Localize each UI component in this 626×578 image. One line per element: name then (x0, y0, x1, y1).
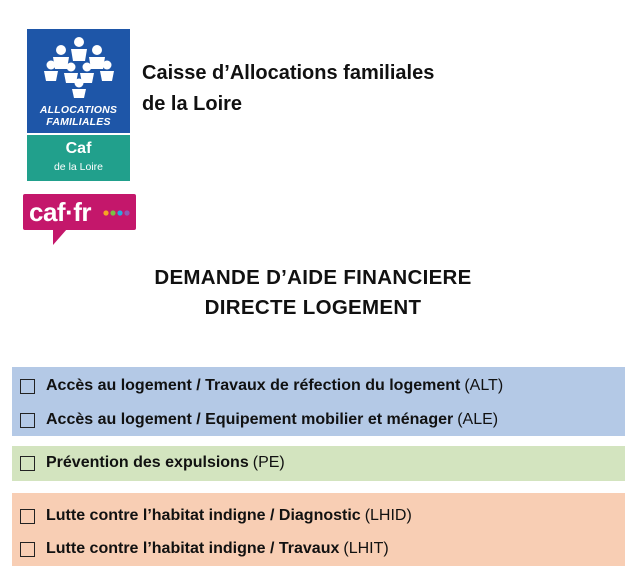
option-lhit[interactable] (20, 538, 389, 560)
option-lhid[interactable] (20, 505, 412, 527)
caf-logo-top (27, 29, 130, 133)
option-code: (ALE) (457, 411, 499, 428)
colored-dots-icon (103, 209, 133, 217)
form-title-line2: DIRECTE LOGEMENT (204, 296, 422, 319)
caffr-text: caf·fr (29, 197, 92, 227)
organization-name (142, 58, 434, 120)
form-title-line1: DEMANDE D’AIDE FINANCIERE (154, 266, 472, 289)
option-label: Lutte contre l’habitat indigne / Diagnostic (46, 507, 361, 524)
logo-familiales-text: FAMILIALES (46, 116, 111, 128)
option-code: (ALT) (464, 377, 504, 394)
logo-loire-text: de la Loire (53, 161, 104, 173)
caffr-bubble-tail (53, 229, 67, 245)
checkbox-lhit[interactable] (20, 542, 35, 557)
checkbox-lhid[interactable] (20, 509, 35, 524)
checkbox-pe[interactable] (20, 456, 35, 471)
option-code: (PE) (252, 454, 285, 471)
option-label: Accès au logement / Equipement mobilier et ménager (46, 411, 454, 428)
checkbox-alt[interactable] (20, 379, 35, 394)
option-pe[interactable] (20, 452, 285, 474)
option-ale[interactable] (20, 409, 498, 431)
organization-name-line2: de la Loire (142, 93, 243, 115)
option-code: (LHID) (364, 507, 412, 524)
logo-caf-text: Caf (65, 140, 92, 157)
caf-logo-bottom (27, 135, 130, 181)
option-code: (LHIT) (343, 540, 389, 557)
family-figures-icon (41, 35, 117, 99)
caf-logo (27, 29, 130, 181)
option-label: Accès au logement / Travaux de réfection du logement (46, 377, 461, 394)
organization-name-line1: Caisse d’Allocations familiales (142, 62, 435, 84)
logo-allocations-text: ALLOCATIONS (39, 104, 118, 116)
option-label: Lutte contre l’habitat indigne / Travaux (46, 540, 340, 557)
option-alt[interactable] (20, 375, 503, 397)
caffr-logo (23, 194, 136, 246)
checkbox-ale[interactable] (20, 413, 35, 428)
form-title (0, 263, 626, 323)
option-label: Prévention des expulsions (46, 454, 249, 471)
